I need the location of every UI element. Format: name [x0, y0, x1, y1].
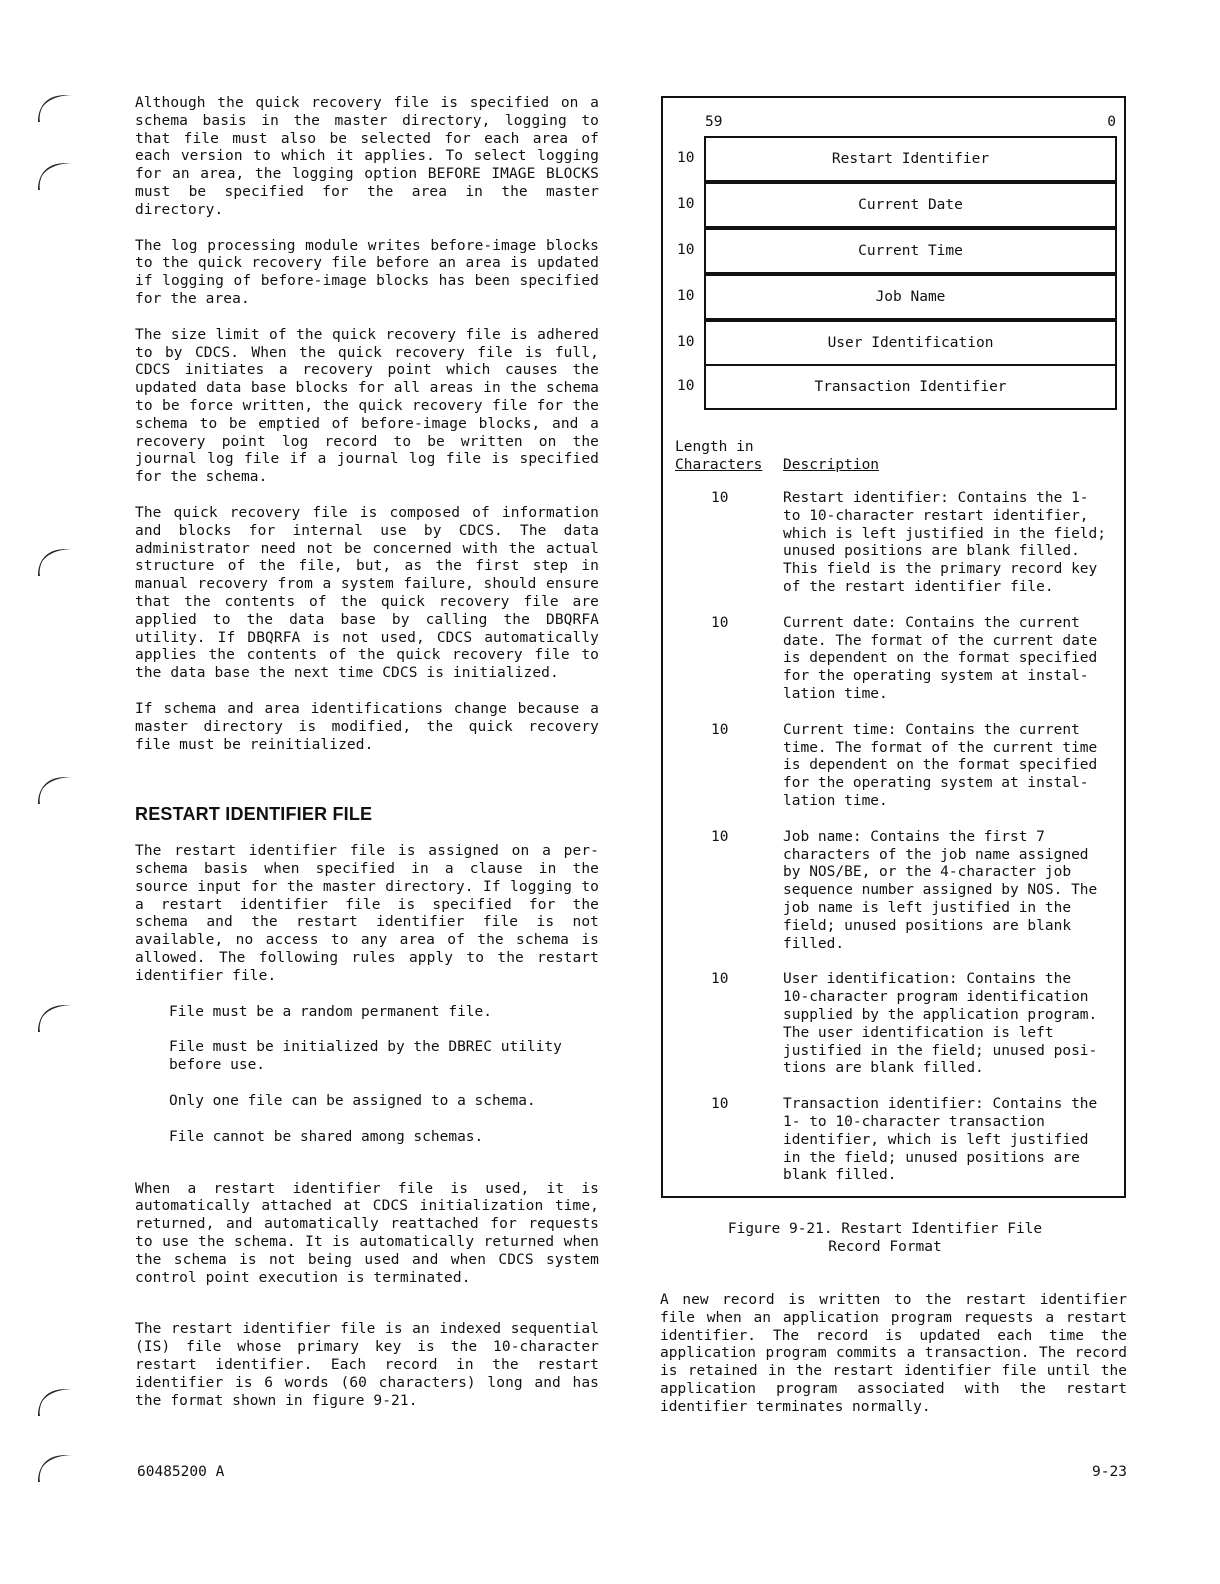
field-row — [663, 364, 1124, 410]
field-box: User Identification — [704, 320, 1117, 366]
bit-low-label: 0 — [1107, 114, 1116, 130]
binder-hole-mark-icon — [34, 542, 78, 578]
field-box: Restart Identifier — [704, 136, 1117, 182]
binder-hole-mark-icon — [34, 998, 78, 1034]
binder-hole-mark-icon — [34, 88, 78, 124]
rule-item: File cannot be shared among schemas. — [169, 1128, 484, 1145]
description-list — [675, 490, 1115, 1203]
field-box: Current Date — [704, 182, 1117, 228]
rule-item: File must be initialized by the DBREC utility before use. — [169, 1039, 562, 1074]
field-length: 10 — [677, 242, 695, 258]
section-heading: RESTART IDENTIFIER FILE — [135, 804, 373, 825]
paragraph: A new record is written to the restart identifier file when an application program requests a restart identifier. The record is updated each time the application program commits a transaction. The record is retained in the restart identifier file until the application program associated with the restart identifier terminates normally. — [660, 1292, 1127, 1415]
field-box: Current Time — [704, 228, 1117, 274]
description-text: User identification: Contains the 10-character program identification supplied by the application program. The user identification is left justified in the field; unused posi- tions are blank filled. — [783, 971, 1098, 1077]
field-row — [663, 274, 1124, 320]
bit-high-label: 59 — [705, 114, 723, 130]
description-text: Restart identifier: Contains the 1- to 10-character restart identifier, which is left justified in the field; unused positions are blank filled. This field is the primary record key of the restart identifier file. — [783, 490, 1107, 595]
description-item — [675, 490, 1115, 597]
rule-item: File must be a random permanent file. — [169, 1003, 493, 1020]
length-header-line1: Length in — [675, 439, 754, 455]
document-number: 60485200 A — [137, 1464, 225, 1480]
length-header-line2: Characters — [675, 457, 763, 473]
field-length: 10 — [677, 378, 695, 394]
description-length: 10 — [711, 614, 729, 631]
description-item — [675, 829, 1115, 954]
description-item — [675, 971, 1115, 1078]
page-number: 9-23 — [1092, 1464, 1127, 1480]
field-box: Transaction Identifier — [704, 364, 1117, 410]
paragraph: The quick recovery file is composed of information and blocks for internal use by CDCS. The data administrator need not be concerned with the actual structure of the file, but, as the first step in manual recovery from a system failure, should ensure that the contents of the quick recovery file are applied to the data base by calling the DBQRFA utility. If DBQRFA is not used, CDCS automatically applies the contents of the quick recovery file to the data base the next time CDCS is initialized. — [135, 504, 599, 682]
description-length: 10 — [711, 828, 729, 845]
paragraph: Although the quick recovery file is specified on a schema basis in the master directory, logging to that file must also be selected for each area of each version to which it applies. To select logging for an area, the logging option BEFORE IMAGE BLOCKS must be specified for the area in the master directory. — [135, 95, 599, 218]
field-row — [663, 182, 1124, 228]
description-text: Job name: Contains the first 7 characters of the job name assigned by NOS/BE, or the 4-character job sequence number assigned by NOS. The job name is left justified in the field; unused positions are blank filled. — [783, 828, 1098, 952]
field-box: Job Name — [704, 274, 1117, 320]
field-row — [663, 228, 1124, 274]
description-text: Current date: Contains the current date. The format of the current date is dependent on the format specified for the operating system at instal- lation time. — [783, 614, 1098, 702]
paragraph: The size limit of the quick recovery file is adhered to by CDCS. When the quick recovery file is full, CDCS initiates a recovery point which causes the updated data base blocks for all areas in the schema to be force written, the quick recovery file for the schema to be emptied of before-image blocks, and a recovery point log record to be written on the journal log file if a journal log file is specified for the schema. — [135, 326, 599, 486]
binder-hole-mark-icon — [34, 1448, 78, 1484]
description-length: 10 — [711, 971, 729, 988]
field-row — [663, 136, 1124, 182]
description-text: Transaction identifier: Contains the 1- to 10-character transaction identifier, which is left justified in the field; unused positions are blank filled. — [783, 1096, 1098, 1184]
rule-item: Only one file can be assigned to a schema. — [169, 1093, 536, 1110]
rules-list — [169, 1004, 599, 1147]
description-length: 10 — [711, 490, 729, 506]
binder-hole-mark-icon — [34, 156, 78, 192]
description-length: 10 — [711, 1096, 729, 1113]
paragraph: The log processing module writes before-image blocks to the quick recovery file before an area is updated if logging of before-image blocks has been specified for the area. — [135, 237, 599, 307]
figure-caption: Figure 9-21. Restart Identifier File Record Format — [727, 1221, 1043, 1255]
length-header — [675, 438, 775, 474]
field-length: 10 — [677, 196, 695, 212]
description-length: 10 — [711, 721, 729, 738]
description-header-label: Description — [783, 457, 880, 473]
section-intro: The restart identifier file is assigned on a per-schema basis when specified in a clause in the source input for the master directory. If logging to a restart identifier file is specified for the schema and the restart identifier file is not available, no access to any area of the schema is allowed. The following rules apply to the restart identifier file. — [135, 843, 599, 984]
left-column — [135, 95, 599, 1410]
field-row — [663, 320, 1124, 366]
paragraph: If schema and area identifications change because a master directory is modified, the quick recovery file must be reinitialized. — [135, 700, 599, 753]
record-format-figure — [661, 96, 1126, 1198]
field-length: 10 — [677, 288, 695, 304]
description-item — [675, 615, 1115, 704]
binder-hole-mark-icon — [34, 770, 78, 806]
field-length: 10 — [677, 150, 695, 166]
description-item — [675, 722, 1115, 811]
description-text: Current time: Contains the current time. The format of the current time is dependent on the format specified for the operating system at instal- lation time. — [783, 721, 1098, 809]
binder-hole-mark-icon — [34, 1382, 78, 1418]
paragraph: The restart identifier file is an indexed sequential (IS) file whose primary key is the 10-character restart identifier. Each record in the restart identifier is 6 words (60 characters) long and has the format shown in figure 9-21. — [135, 1321, 599, 1409]
bit-labels — [705, 114, 1116, 132]
field-length: 10 — [677, 334, 695, 350]
paragraph: When a restart identifier file is used, it is automatically attached at CDCS initialization time, returned, and automatically reattached for requests to use the schema. It is automatically returned when the schema is not being used and when CDCS system control point execution is terminated. — [135, 1180, 599, 1286]
description-item — [675, 1096, 1115, 1185]
